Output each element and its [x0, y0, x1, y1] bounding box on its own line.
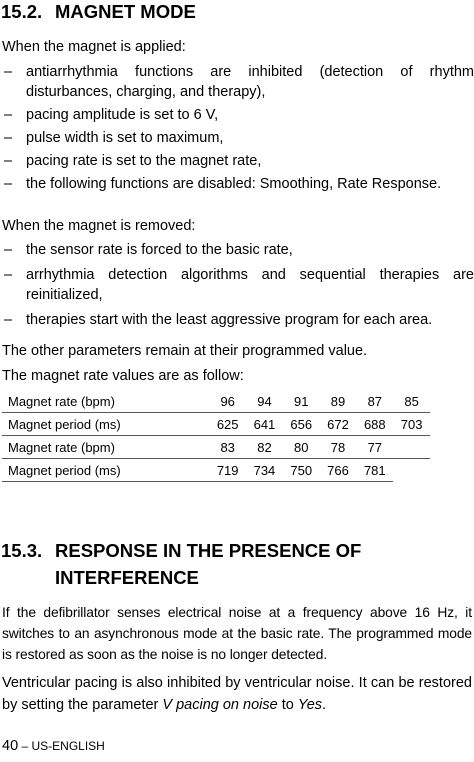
list-item-text: the following functions are disabled: Smoothing, Rate Response. [26, 176, 442, 192]
table-cell: 78 [320, 436, 357, 459]
page-number: 40 [2, 738, 19, 754]
table-cell: 641 [246, 413, 283, 436]
list-item-text: arrhythmia detection algorithms and sequential therapies are reinitialized, [26, 267, 474, 303]
section-heading-magnet-mode [1, 1, 196, 23]
list-item-text: pacing rate is set to the magnet rate, [26, 153, 262, 169]
section-number: 15.2. [1, 1, 43, 22]
table-cell: 77 [356, 436, 393, 459]
list-item [0, 174, 474, 194]
section-title: MAGNET MODE [55, 1, 196, 22]
table-cell: 750 [283, 459, 320, 482]
dash-bullet: – [4, 64, 13, 80]
section-title-line-2: INTERFERENCE [55, 567, 199, 588]
list-item-text: therapies start with the least aggressive program for each area. [26, 312, 433, 328]
list-item-text: pulse width is set to maximum, [26, 130, 224, 146]
table-cell: 87 [367, 393, 383, 409]
table-cell-empty [393, 459, 430, 482]
table-cell: 672 [320, 413, 357, 436]
dash-bullet: – [4, 130, 13, 146]
table-cell: 80 [283, 436, 320, 459]
dash-bullet: – [4, 153, 13, 169]
page-footer [2, 738, 105, 754]
list-item [0, 151, 474, 171]
list-item [0, 240, 474, 260]
list-item [0, 62, 474, 102]
table-cell: 94 [257, 393, 272, 409]
magnet-rate-table [2, 390, 430, 482]
table-cell: 83 [209, 436, 246, 459]
parameter-value: Yes [297, 697, 323, 713]
magnet-applied-list [0, 62, 474, 194]
interference-paragraph-2 [2, 672, 472, 716]
table-row [2, 459, 430, 482]
table-cell: 625 [209, 413, 246, 436]
table-cell: 89 [330, 393, 346, 409]
list-item [0, 128, 474, 148]
paragraph-text: Ventricular pacing is also inhibited by ventricular noise. It can be restored by setting the parameter [2, 675, 472, 713]
row-label: Magnet rate (bpm) [8, 393, 115, 409]
table-cell: 85 [404, 393, 419, 409]
list-item [0, 105, 474, 125]
list-item-text: pacing amplitude is set to 6 V, [26, 107, 219, 123]
section-number: 15.3. [1, 540, 43, 561]
table-cell: 734 [246, 459, 283, 482]
table-cell: 96 [220, 393, 235, 409]
table-row [2, 413, 430, 436]
table-cell: 719 [209, 459, 246, 482]
table-cell: 688 [356, 413, 393, 436]
footer-language: – US-ENGLISH [18, 739, 105, 753]
magnet-rates-intro: The magnet rate values are as follow: [2, 368, 244, 384]
paragraph-text: to [277, 697, 298, 713]
table-row [2, 436, 430, 459]
section-heading-interference [1, 537, 361, 591]
magnet-removed-list [0, 240, 474, 330]
list-item-text: antiarrhythmia functions are inhibited (detection of rhythm disturbances, charging, and therapy), [26, 64, 474, 100]
table-cell: 766 [320, 459, 357, 482]
interference-paragraph-1: If the defibrillator senses electrical noise at a frequency above 16 Hz, it switches to an asynchronous mode at the basic rate. The programmed mode is restored as soon as the noise is no longer detected. [2, 605, 472, 662]
table-cell-empty [393, 436, 430, 459]
row-label: Magnet period (ms) [2, 459, 209, 482]
dash-bullet: – [4, 267, 13, 283]
magnet-removed-intro: When the magnet is removed: [2, 218, 196, 234]
dash-bullet: – [4, 312, 13, 328]
section-title-line-1: RESPONSE IN THE PRESENCE OF [55, 540, 362, 561]
paragraph-text: . [322, 697, 327, 713]
other-parameters-note: The other parameters remain at their programmed value. [2, 343, 368, 359]
table-cell: 82 [246, 436, 283, 459]
list-item [0, 265, 474, 305]
list-item-text: the sensor rate is forced to the basic rate, [26, 242, 293, 258]
table-cell: 781 [356, 459, 393, 482]
table-cell: 91 [294, 393, 309, 409]
table-cell: 703 [393, 413, 430, 436]
dash-bullet: – [4, 242, 13, 258]
dash-bullet: – [4, 107, 13, 123]
row-label: Magnet period (ms) [2, 413, 209, 436]
table-cell: 656 [283, 413, 320, 436]
dash-bullet: – [4, 176, 13, 192]
parameter-name: V pacing on noise [162, 697, 278, 713]
list-item [0, 310, 474, 330]
table-row [2, 390, 430, 413]
magnet-applied-intro: When the magnet is applied: [2, 39, 186, 55]
row-label: Magnet rate (bpm) [2, 436, 209, 459]
